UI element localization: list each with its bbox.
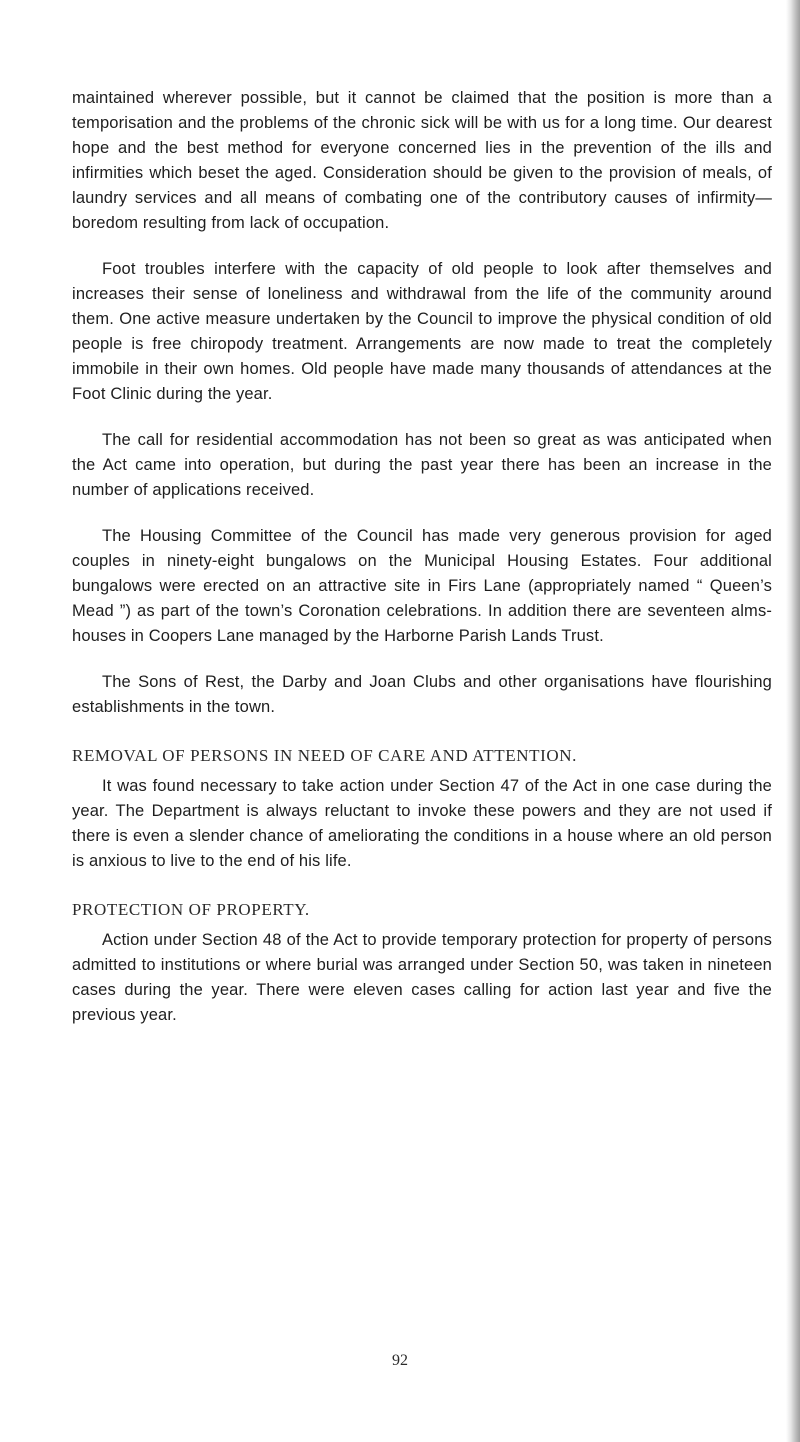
paragraph-residential-accommodation: The call for residential accommodation has not been so great as was anticipated when the Act came into operation, but during the past year there has been an increase in the number of applications received. bbox=[72, 431, 772, 499]
paragraph-clubs: The Sons of Rest, the Darby and Joan Clubs and other organisations have flourishing establishments in the town. bbox=[72, 673, 772, 716]
paragraph-protection: Action under Section 48 of the Act to provide temporary protection for property of persons admitted to institutions or where burial was arranged under Section 50, was taken in nineteen cases during the year. There were eleven cases calling for action last year and five the previous year. bbox=[72, 931, 772, 1024]
paragraph-continued: maintained wherever possible, but it cannot be claimed that the position is more than a temporisation and the problems of the chronic sick will be with us for a long time. Our dearest hope and the best method for everyone concerned lies in the prevention of the ills and infirmities which beset the aged. Consideration should be given to the provision of meals, of laundry services and all means of combating one of the contributory causes of infirmity—boredom resulting from lack of occupation. bbox=[72, 89, 772, 232]
section-heading-removal: REMOVAL OF PERSONS IN NEED OF CARE AND ATTENTION. bbox=[72, 746, 577, 765]
section-heading-protection: PROTECTION OF PROPERTY. bbox=[72, 900, 310, 919]
page-number: 92 bbox=[392, 1352, 408, 1369]
paragraph-foot-troubles: Foot troubles interfere with the capacity of old people to look after themselves and increases their sense of loneliness and withdrawal from the life of the community around them. One active measure undertaken by the Council to improve the physical condition of old people is free chiropody treatment. Arrangements are now made to treat the completely immobile in their own homes. Old people have made many thousands of attendances at the Foot Clinic during the year. bbox=[72, 260, 772, 403]
paragraph-housing-committee: The Housing Committee of the Council has made very generous provision for aged couples in ninety-eight bungalows on the Municipal Housing Estates. Four additional bungalows were erected on an attractive site in Firs Lane (appropriately named “ Queen’s Mead ”) as part of the town’s Coronation celebrations. In addition there are seventeen alms-houses in Coopers Lane managed by the Harborne Parish Lands Trust. bbox=[72, 527, 772, 645]
page-edge-shadow bbox=[786, 0, 800, 1442]
paragraph-removal: It was found necessary to take action under Section 47 of the Act in one case during the year. The Department is always reluctant to invoke these powers and they are not used if there is even a slender chance of ameliorating the conditions in a house where an old person is anxious to live to the end of his life. bbox=[72, 777, 772, 870]
page-body bbox=[72, 86, 772, 1049]
